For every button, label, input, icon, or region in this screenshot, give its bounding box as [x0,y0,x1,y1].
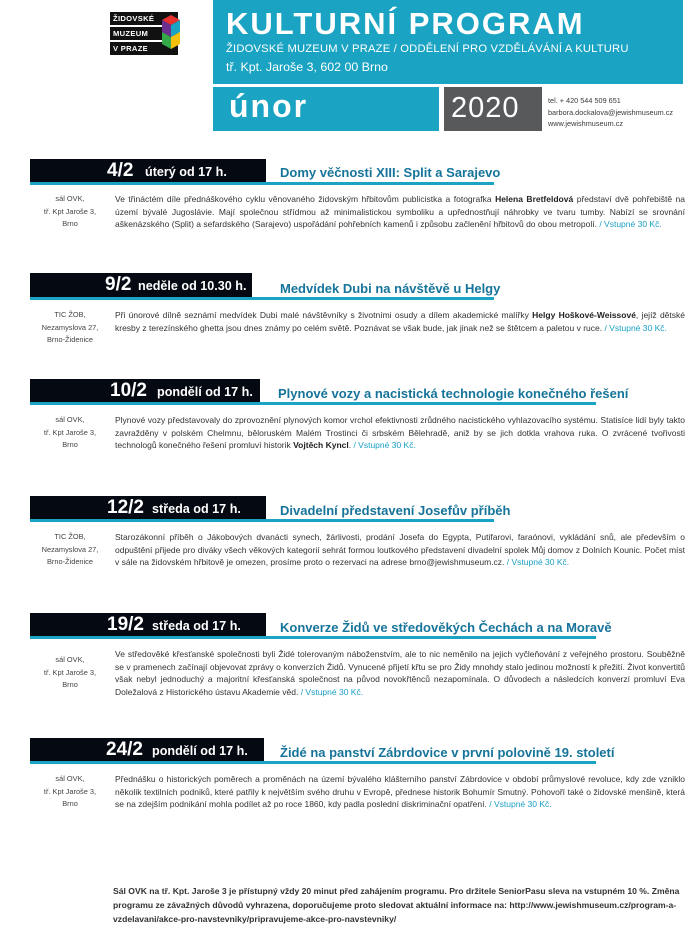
venue-line: tř. Kpt Jaroše 3, [43,786,97,796]
event-underline [30,636,596,639]
event-venue [30,773,110,811]
event-description [115,193,685,231]
contact-info [548,95,673,130]
entry-fee: / Vstupné 30 Kč. [602,322,667,333]
event-description [115,648,685,698]
event-date: 12/2 [107,497,144,518]
logo-cube-icon [162,15,180,51]
entry-fee: / Vstupné 30 Kč. [351,440,416,450]
event-day-time: středa od 17 h. [152,502,241,516]
venue-line: Nezamyslova 27, [41,322,99,332]
event-underline [30,402,596,405]
event-date: 10/2 [110,380,147,401]
event-underline [30,182,494,185]
event-day-time: pondělí od 17 h. [152,744,248,758]
event-day-time: středa od 17 h. [152,619,241,633]
venue-line: TIC ŽOB, [54,532,86,541]
venue-line: tř. Kpt Jaroše 3, [43,427,97,437]
event-title: Divadelní představení Josefův příběh [280,503,511,518]
event-day-time: úterý od 17 h. [145,165,227,179]
desc-text: . [348,440,352,450]
event-day-time: pondělí od 17 h. [157,385,253,399]
event-description [115,309,685,334]
month-label: únor [229,88,309,124]
event-underline [30,297,494,300]
desc-text: Plynové vozy představovaly do zprovoznění plynových komor vrchol efektivnosti zrůdného nacistického vyhlazovacího systému. Statisíce lidí byly takto zavražděny v polském Chelmnu, běloruském Malém Trostinci či srbském Bělehradě, aniž by se jich dotkla vrahova ruka. O zvrácené tvořivosti technologů konečného řešení promluví historik [115,415,685,450]
event-underline [30,519,494,522]
event-description [115,414,685,452]
event-venue [30,309,110,347]
museum-logo [110,12,178,56]
desc-bold: Helena Bretfeldová [495,194,574,204]
venue-line: tř. Kpt Jaroše 3, [43,206,97,216]
desc-text: Ve středověké křesťanské společnosti byli Židé tolerovaným náboženstvím, ale to nic neměnilo na jejich vyčleňování z veřejného prostoru. Souběžně se v pramenech začínají objevovat zprávy o konverzích Židů. Vynucené přijetí křtu se pro Židy mnohdy stalo jedinou možností k přežití. Život konvertitů však nebyl jednoduchý a majoritní křesťanská společnost na původ novokřtěnců nezapomínala. O důvodech a následcích konverzí promluví Eva Doležalová z Historického ústavu Akademie věd. [115,649,685,697]
event-title: Domy věčnosti XIII: Split a Sarajevo [280,165,501,180]
event-description [115,531,685,569]
event-venue [30,414,110,452]
event-venue [30,531,110,569]
event-date: 19/2 [107,614,144,635]
event-title: Plynové vozy a nacistická technologie konečného řešení [278,386,629,401]
entry-fee: / Vstupné 30 Kč. [596,219,662,229]
entry-fee: / Vstupné 30 Kč. [486,799,552,809]
venue-line: sál OVK, [55,194,85,203]
event-description [115,773,685,811]
venue-line: Brno-Židenice [46,335,93,344]
venue-line: Brno [62,680,78,689]
header-subtitle: ŽIDOVSKÉ MUZEUM V PRAZE / ODDĚLENÍ PRO VZDĚLÁVÁNÍ A KULTURU [226,43,629,55]
desc-bold: Helgy Hoškové-Weissové [532,310,636,320]
desc-text: Přednášku o historických poměrech a proměnách na území bývalého klášterního panství Zábrdovice v období průmyslové revoluce, kdy zde vzniklo několik textilních podniků, které patřily k největším svého druhu v Evropě, přednese historik Bohumír Smutný. Pohovoří také o židovské menšině, která se na zdejším podnikání mohla podílet až po roce 1860, kdy padla poslední diskriminační opatření. [115,774,685,809]
year-label: 2020 [451,92,520,124]
event-underline [30,761,596,764]
event-title: Židé na panství Zábrdovice v první polovině 19. století [280,745,615,760]
event-title: Medvídek Dubi na návštěvě u Helgy [280,281,501,296]
venue-line: tř. Kpt Jaroše 3, [43,667,97,677]
venue-line: TIC ŽOB, [54,310,86,319]
venue-line: Brno [62,219,78,228]
contact-web[interactable]: www.jewishmuseum.cz [548,119,624,128]
desc-bold: Vojtěch Kyncl [293,440,349,450]
desc-text: Ve třináctém díle přednáškového cyklu věnovaného židovským hřbitovům publicistka a fotografka [115,194,496,204]
venue-line: Nezamyslova 27, [41,544,99,554]
logo-line-2: MUZEUM [110,27,178,40]
desc-text: Při únorové dílně seznámí medvídek Dubi malé návštěvníky s životními osudy a dílem akademické malířky [115,310,533,320]
venue-line: sál OVK, [55,655,85,664]
venue-line: sál OVK, [55,774,85,783]
entry-fee: / Vstupné 30 Kč. [504,557,570,567]
event-title: Konverze Židů ve středověkých Čechách a na Moravě [280,620,612,635]
logo-line-1: ŽIDOVSKÉ [110,12,178,25]
logo-line-3: V PRAZE [110,42,178,55]
venue-line: sál OVK, [55,415,85,424]
venue-line: Brno [62,799,78,808]
venue-line: Brno [62,440,78,449]
event-date: 24/2 [106,739,143,760]
event-venue [30,193,110,231]
header-address: tř. Kpt. Jaroše 3, 602 00 Brno [226,60,388,74]
event-date: 9/2 [105,274,132,295]
desc-text: , jejíž dětské kresby z terezínského ghetta jsou dnes známy po celém světě. Poznávat se však bude, jak jinak než se štětcem a paletou v ruce. [115,310,685,333]
page-title: KULTURNÍ PROGRAM [226,6,585,41]
contact-phone: tel. + 420 544 509 651 [548,96,621,105]
contact-email[interactable]: barbora.dockalova@jewishmuseum.cz [548,107,674,117]
event-day-time: neděle od 10.30 h. [138,279,247,293]
event-venue [30,654,110,692]
event-date: 4/2 [107,160,134,181]
desc-text: Starozákonní příběh o Jákobových dvanácti synech, žárlivosti, prodání Josefa do Egypta, Putifarovi, faraónovi, vykládání snů, ale především o odpuštění přijede pro diváky všech věkových kategorií sehrát formou loutkového představení divadelní spolek Můj domov z Dolních Kounic. Počet míst v sále na židovském hřbitově je omezen, prosíme proto o rezervaci na adrese brno@jewishmuseum.cz. [115,532,685,567]
entry-fee: / Vstupné 30 Kč. [298,686,364,697]
footer-note: Sál OVK na tř. Kpt. Jaroše 3 je přístupný vždy 20 minut před zahájením programu. Pro držitele SeniorPasu sleva na vstupném 10 %. Změna programu ze závažných důvodů vyhrazena, doporučujeme proto sledovat aktuální informace na: http://www.jewishmuseum.cz/program-a-vzdelavani/akce-pro-navstevniky/pripravujeme-akce-pro-navstevniky/ [113,886,680,924]
desc-text: představí dvě pohřebiště na území bývalé Jugoslávie. Mají společnou střídmou až minimalistickou symboliku a upřednostňují náhrobky ve tvaru tumby. Nabízí se srovnání aškenázského (Split) a sefardského (Sarajevo) uspořádání pohřebních kamenů i způsobu začlenění hřbitovů do obou metropolí. [115,194,686,229]
venue-line: Brno-Židenice [46,557,93,566]
